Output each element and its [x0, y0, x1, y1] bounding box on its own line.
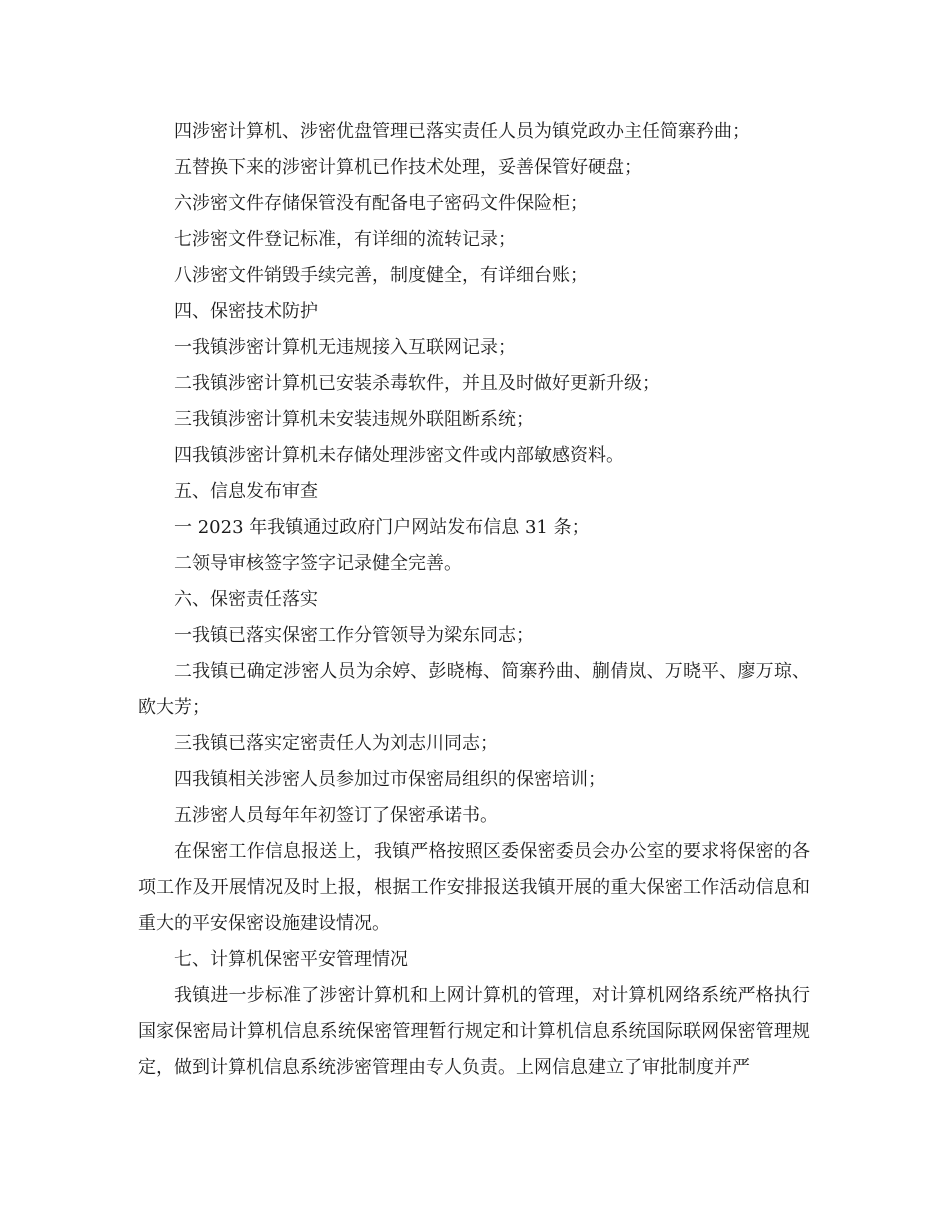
paragraph: 六涉密文件存储保管没有配备电子密码文件保险柜； [174, 193, 588, 214]
paragraph: 四我镇相关涉密人员参加过市保密局组织的保密培训； [174, 769, 606, 790]
section-heading: 四、保密技术防护 [174, 301, 318, 322]
section-heading: 六、保密责任落实 [174, 589, 318, 610]
paragraph: 一我镇涉密计算机无违规接入互联网记录； [174, 337, 516, 358]
document-body [138, 114, 810, 1086]
paragraph: 四我镇涉密计算机未存储处理涉密文件或内部敏感资料。 [174, 445, 624, 466]
paragraph: 二我镇已确定涉密人员为余婷、彭晓梅、简寨矜曲、蒯倩岚、万晓平、廖万琼、欧大芳； [138, 661, 810, 718]
paragraph: 五涉密人员每年年初签订了保密承诺书。 [174, 805, 498, 826]
paragraph: 二我镇涉密计算机已安装杀毒软件，并且及时做好更新升级； [174, 373, 660, 394]
paragraph: 五替换下来的涉密计算机已作技术处理，妥善保管好硬盘； [174, 157, 642, 178]
paragraph: 二领导审核签字签字记录健全完善。 [174, 553, 462, 574]
section-heading: 七、计算机保密平安管理情况 [174, 949, 408, 970]
section-heading: 五、信息发布审查 [174, 481, 318, 502]
paragraph: 四涉密计算机、涉密优盘管理已落实责任人员为镇党政办主任简寨矜曲； [174, 121, 750, 142]
paragraph: 一 2023 年我镇通过政府门户网站发布信息 31 条； [174, 517, 590, 538]
paragraph: 一我镇已落实保密工作分管领导为梁东同志； [174, 625, 534, 646]
paragraph: 三我镇已落实定密责任人为刘志川同志； [174, 733, 498, 754]
paragraph: 我镇进一步标准了涉密计算机和上网计算机的管理，对计算机网络系统严格执行国家保密局计算机信息系统保密管理暂行规定和计算机信息系统国际联网保密管理规定，做到计算机信息系统涉密管理由专人负责。上网信息建立了审批制度并严 [138, 985, 810, 1078]
paragraph: 七涉密文件登记标准，有详细的流转记录； [174, 229, 516, 250]
paragraph: 在保密工作信息报送上，我镇严格按照区委保密委员会办公室的要求将保密的各项工作及开展情况及时上报，根据工作安排报送我镇开展的重大保密工作活动信息和重大的平安保密设施建设情况。 [138, 841, 810, 934]
paragraph: 三我镇涉密计算机未安装违规外联阻断系统； [174, 409, 534, 430]
paragraph: 八涉密文件销毁手续完善，制度健全，有详细台账； [174, 265, 588, 286]
